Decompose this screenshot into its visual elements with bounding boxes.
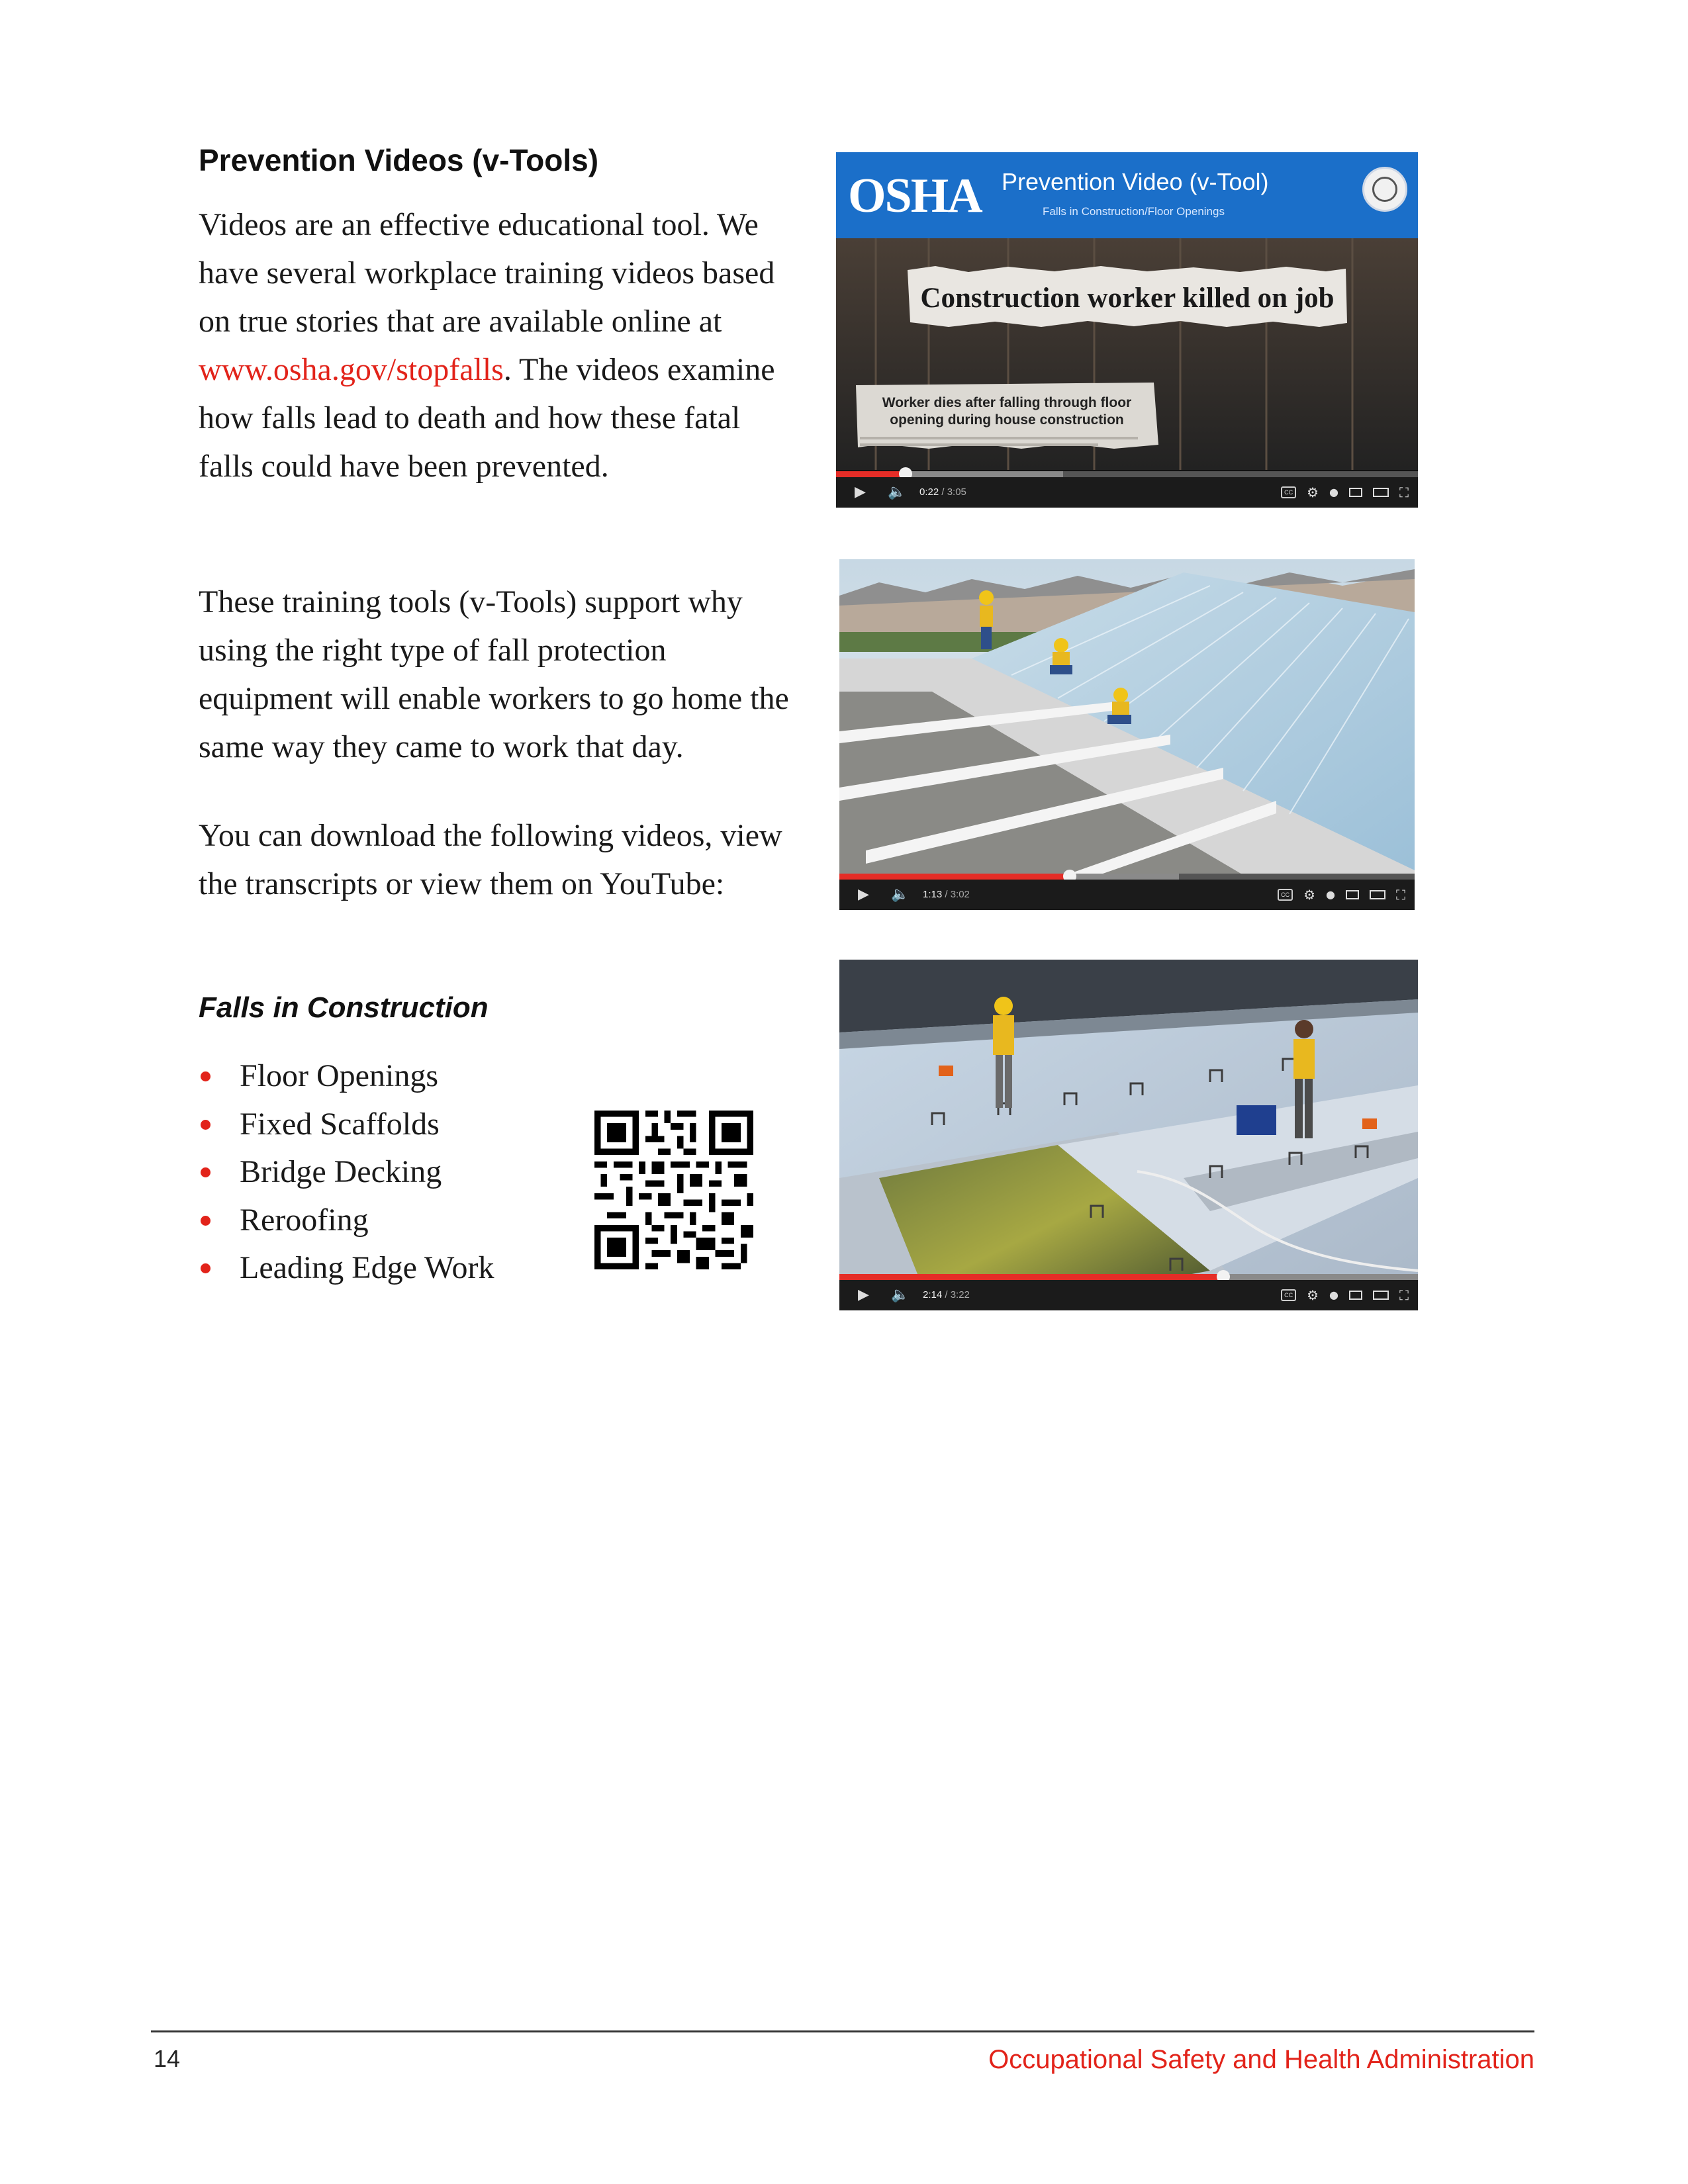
miniplayer-icon[interactable] [1346, 890, 1359, 899]
list-item-label: Bridge Decking [240, 1154, 442, 1189]
volume-icon[interactable]: 🔈 [891, 1287, 910, 1303]
bullet-icon [201, 1167, 211, 1177]
list-item[interactable] [199, 1197, 494, 1245]
video-time [923, 880, 970, 910]
intro-text-after: . The videos examine how falls lead to death and how these fatal falls could have been prevented. [199, 352, 775, 484]
total-time: / 3:02 [942, 889, 970, 900]
intro-text-before: Videos are an effective educational tool. We have several workplace training videos based on true stories that are available online at [199, 207, 775, 339]
watch-later-icon[interactable]: ● [1329, 1289, 1338, 1301]
current-time: 0:22 [919, 486, 939, 498]
play-icon[interactable]: ▶ [858, 1287, 869, 1303]
miniplayer-icon[interactable] [1349, 1291, 1362, 1300]
video-time [919, 477, 966, 508]
video-player-floor-openings[interactable] [836, 152, 1418, 508]
video-control-bar [839, 1280, 1418, 1310]
video-time [923, 1280, 970, 1310]
video-title: Prevention Video (v-Tool) [1002, 168, 1269, 195]
video-control-bar [836, 477, 1418, 508]
bullet-icon [201, 1216, 211, 1226]
total-time: / 3:22 [942, 1289, 970, 1300]
video-progress-track[interactable] [839, 1274, 1418, 1280]
falls-subheading: Falls in Construction [199, 991, 489, 1024]
captions-icon[interactable]: CC [1278, 889, 1293, 901]
subheadline-line-2: opening during house construction [890, 412, 1124, 428]
video-frame-roof-scene [839, 559, 1415, 910]
list-item-label: Reroofing [240, 1202, 369, 1238]
osha-logo: OSHA [848, 169, 982, 223]
video-right-controls [1281, 1280, 1409, 1310]
dol-seal-icon [1362, 167, 1407, 212]
video-progress-bar [839, 1274, 1223, 1280]
theater-mode-icon[interactable] [1373, 488, 1389, 497]
video-list [199, 1052, 494, 1293]
video-right-controls [1278, 880, 1405, 910]
volume-icon[interactable]: 🔈 [888, 484, 906, 500]
video-control-bar [839, 880, 1415, 910]
bullet-icon [201, 1263, 211, 1273]
download-paragraph: You can download the following videos, view the transcripts or view them on YouTube: [199, 818, 782, 901]
list-item-label: Fixed Scaffolds [240, 1106, 440, 1142]
section-heading: Prevention Videos (v-Tools) [199, 143, 599, 177]
footer-agency-name: Occupational Safety and Health Administration [988, 2045, 1534, 2074]
video-subtitle: Falls in Construction/Floor Openings [1043, 205, 1225, 218]
stopfalls-link[interactable]: www.osha.gov/stopfalls [199, 352, 504, 387]
bullet-icon [201, 1120, 211, 1130]
video-player-roof-workers[interactable] [839, 559, 1415, 910]
qr-code-icon[interactable] [594, 1111, 753, 1269]
settings-gear-icon[interactable]: ⚙ [1303, 887, 1316, 903]
current-time: 1:13 [923, 889, 943, 900]
captions-icon[interactable]: CC [1281, 1289, 1296, 1301]
video-progress-bar [836, 471, 906, 477]
newspaper-headline: Construction worker killed on job [920, 283, 1335, 314]
settings-gear-icon[interactable]: ⚙ [1307, 484, 1319, 500]
intro-paragraph [199, 201, 794, 490]
total-time: / 3:05 [939, 486, 966, 498]
bullet-icon [201, 1071, 211, 1081]
fullscreen-icon[interactable]: ⛶ [1396, 887, 1405, 903]
subheadline-line-1: Worker dies after falling through floor [882, 395, 1132, 410]
volume-icon[interactable]: 🔈 [891, 886, 910, 903]
watch-later-icon[interactable]: ● [1326, 888, 1335, 901]
miniplayer-icon[interactable] [1349, 488, 1362, 497]
osha-header-band [836, 152, 1418, 238]
footer-divider [151, 2030, 1534, 2032]
current-time: 2:14 [923, 1289, 943, 1300]
video-right-controls [1281, 477, 1409, 508]
play-icon[interactable]: ▶ [858, 886, 869, 903]
video-progress-track[interactable] [839, 874, 1415, 880]
play-icon[interactable]: ▶ [855, 484, 866, 500]
theater-mode-icon[interactable] [1373, 1291, 1389, 1300]
list-item[interactable] [199, 1052, 494, 1101]
video-progress-track[interactable] [836, 471, 1418, 477]
list-item[interactable] [199, 1148, 494, 1197]
page-number: 14 [154, 2045, 181, 2072]
video-frame-deck-scene [839, 960, 1418, 1310]
fullscreen-icon[interactable]: ⛶ [1399, 484, 1409, 500]
theater-mode-icon[interactable] [1370, 890, 1385, 899]
vtools-paragraph: These training tools (v-Tools) support why using the right type of fall protection equipment will enable workers to go home the same way they came to work that day. [199, 584, 789, 764]
list-item-label: Leading Edge Work [240, 1250, 494, 1285]
settings-gear-icon[interactable]: ⚙ [1307, 1287, 1319, 1303]
watch-later-icon[interactable]: ● [1329, 486, 1338, 498]
list-item-label: Floor Openings [240, 1058, 438, 1093]
newspaper-subheadline [861, 394, 1152, 429]
list-item[interactable] [199, 1244, 494, 1293]
list-item[interactable] [199, 1101, 494, 1149]
video-player-leading-edge[interactable] [839, 960, 1418, 1310]
captions-icon[interactable]: CC [1281, 486, 1296, 498]
fullscreen-icon[interactable]: ⛶ [1399, 1287, 1409, 1303]
video-progress-bar [839, 874, 1070, 880]
